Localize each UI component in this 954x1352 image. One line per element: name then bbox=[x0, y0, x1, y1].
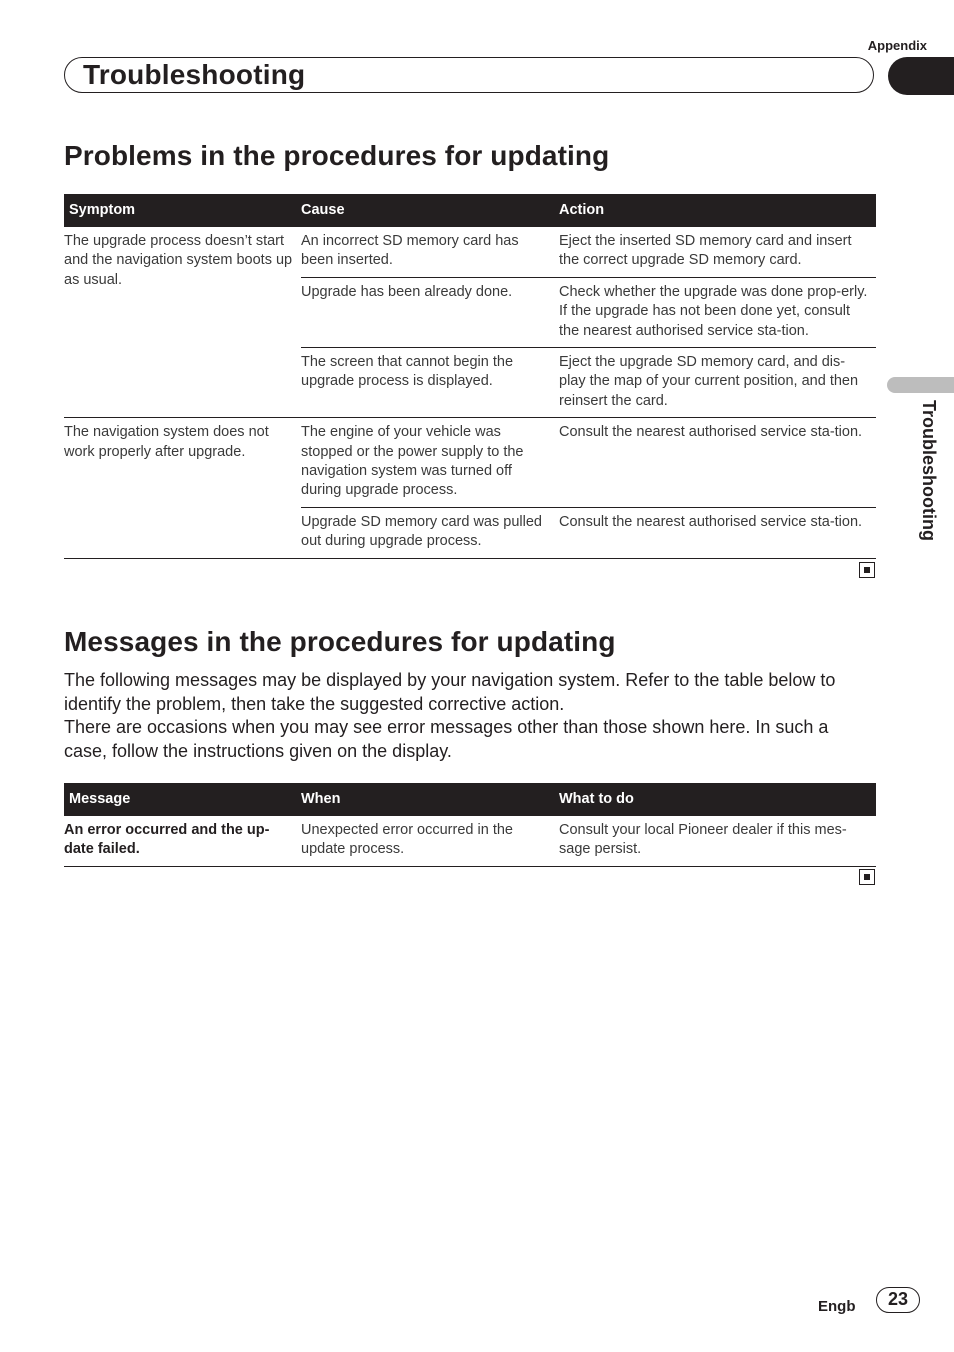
problems-heading: Problems in the procedures for updating bbox=[64, 140, 610, 171]
side-tab-marker bbox=[887, 377, 954, 393]
table-header-row bbox=[64, 783, 876, 816]
action-cell: Consult the nearest authorised service sta-tion. bbox=[559, 507, 876, 558]
messages-heading: Messages in the procedures for updating bbox=[64, 626, 616, 657]
column-header: Cause bbox=[301, 194, 559, 227]
column-header: When bbox=[301, 783, 559, 816]
section-title: Troubleshooting bbox=[83, 59, 306, 90]
table-row bbox=[64, 227, 876, 277]
action-cell: Consult the nearest authorised service sta-tion. bbox=[559, 418, 876, 508]
end-of-section-icon bbox=[859, 562, 875, 578]
appendix-label: Appendix bbox=[867, 38, 927, 53]
column-header: Message bbox=[64, 783, 301, 816]
problems-table bbox=[64, 194, 876, 559]
column-header: What to do bbox=[559, 783, 876, 816]
intro-paragraph: There are occasions when you may see error messages other than those shown here. In such a case, follow the instructions given on the display. bbox=[64, 717, 829, 761]
symptom-cell: The navigation system does not work properly after upgrade. bbox=[64, 418, 301, 558]
cause-cell: Upgrade has been already done. bbox=[301, 277, 559, 347]
section-tab-marker bbox=[888, 57, 954, 95]
language-code: Engb bbox=[818, 1298, 856, 1315]
action-cell: Eject the upgrade SD memory card, and dis-play the map of your current position, and then reinsert the card. bbox=[559, 348, 876, 418]
page-number: 23 bbox=[876, 1287, 920, 1313]
action-cell: Eject the inserted SD memory card and insert the correct upgrade SD memory card. bbox=[559, 227, 876, 277]
intro-paragraph: The following messages may be displayed by your navigation system. Refer to the table below to identify the problem, then take the suggested corrective action. bbox=[64, 670, 836, 714]
side-tab-label: Troubleshooting bbox=[919, 400, 939, 541]
symptom-cell: The upgrade process doesn’t start and the navigation system boots up as usual. bbox=[64, 227, 301, 418]
table-row bbox=[64, 816, 876, 866]
table-header-row bbox=[64, 194, 876, 227]
cause-cell: The screen that cannot begin the upgrade process is displayed. bbox=[301, 348, 559, 418]
cause-cell: An incorrect SD memory card has been inserted. bbox=[301, 227, 559, 277]
action-cell: Check whether the upgrade was done prop-erly. If the upgrade has not been done yet, consult the nearest authorised service sta-tion. bbox=[559, 277, 876, 347]
messages-table bbox=[64, 783, 876, 867]
section-header bbox=[64, 57, 874, 93]
cause-cell: The engine of your vehicle was stopped or the power supply to the navigation system was turned off during upgrade process. bbox=[301, 418, 559, 508]
cause-cell: Upgrade SD memory card was pulled out during upgrade process. bbox=[301, 507, 559, 558]
when-cell: Unexpected error occurred in the update process. bbox=[301, 816, 559, 866]
todo-cell: Consult your local Pioneer dealer if this mes-sage persist. bbox=[559, 816, 876, 866]
table-row bbox=[64, 418, 876, 508]
message-cell: An error occurred and the up-date failed. bbox=[64, 816, 301, 866]
column-header: Symptom bbox=[64, 194, 301, 227]
end-of-section-icon bbox=[859, 869, 875, 885]
column-header: Action bbox=[559, 194, 876, 227]
